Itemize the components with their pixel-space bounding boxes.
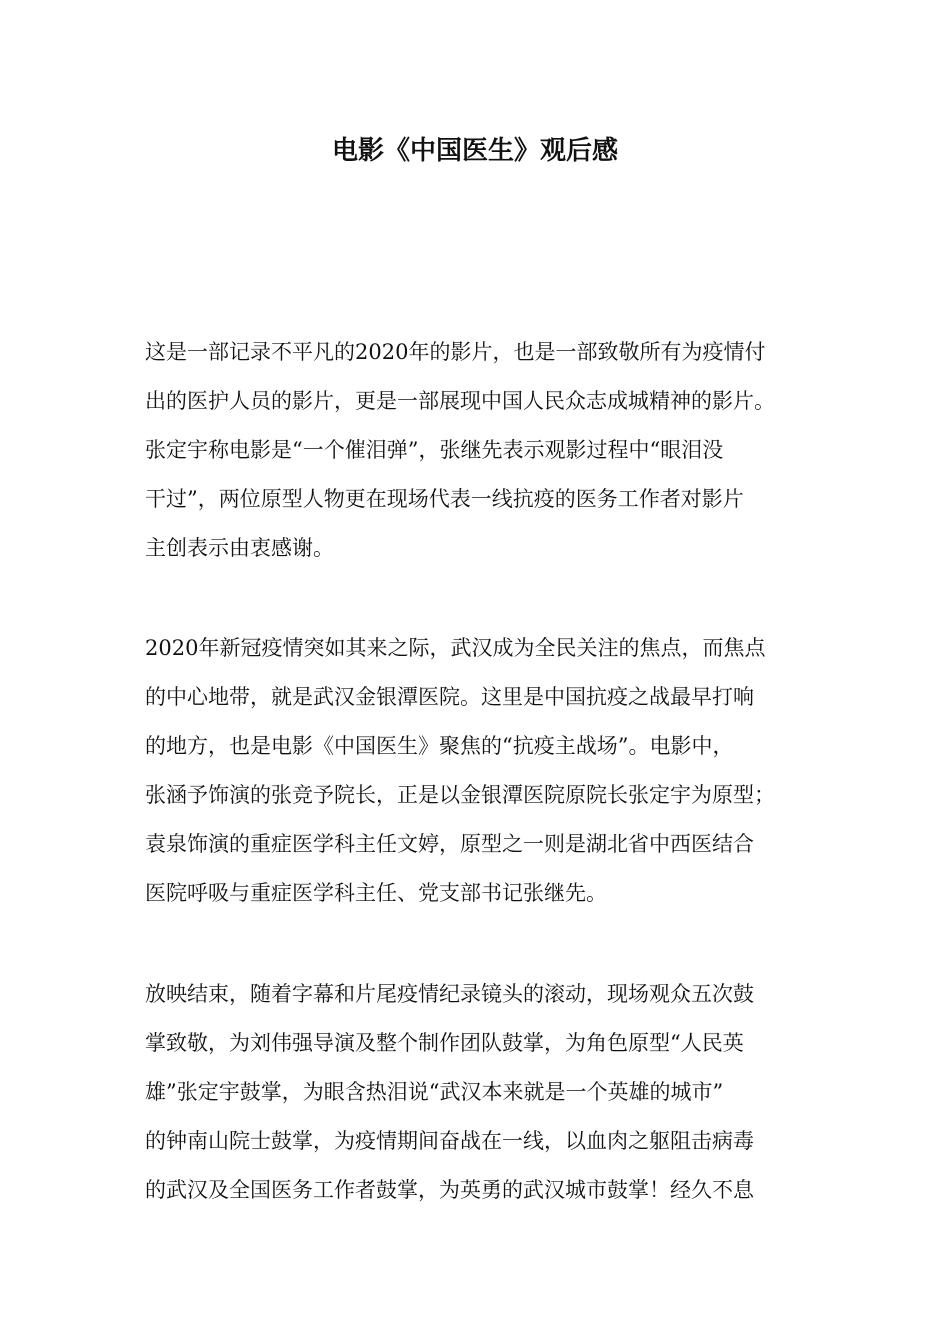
paragraph-line: 张定宇称电影是“一个催泪弹”，张继先表示观影过程中“眼泪没 [145,438,724,462]
paragraph-line: 袁泉饰演的重症医学科主任文婷，原型之一则是湖北省中西医结合 [145,832,754,856]
paragraph-line: 放映结束，随着字幕和片尾疫情纪录镜头的滚动，现场观众五次鼓 [145,982,754,1006]
paragraph-line: 雄”张定宇鼓掌，为眼含热泪说“武汉本来就是一个英雄的城市” [145,1080,724,1104]
paragraph-line: 的武汉及全国医务工作者鼓掌，为英勇的武汉城市鼓掌！经久不息 [145,1178,754,1202]
paragraph-line: 2020年新冠疫情突如其来之际，武汉成为全民关注的焦点，而焦点 [145,636,766,660]
paragraph-2 [145,624,810,918]
paragraph-line: 的地方，也是电影《中国医生》聚焦的“抗疫主战场”。电影中， [145,734,734,758]
paragraph-line: 医院呼吸与重症医学科主任、党支部书记张继先。 [145,881,607,905]
paragraph-line: 干过”，两位原型人物更在现场代表一线抗疫的医务工作者对影片 [145,487,744,511]
paragraph-line: 这是一部记录不平凡的2020年的影片，也是一部致敬所有为疫情付 [145,340,766,364]
paragraph-line: 的中心地带，就是武汉金银潭医院。这里是中国抗疫之战最早打响 [145,685,754,709]
document-title: 电影《中国医生》观后感 [331,136,618,166]
paragraph-line: 张涵予饰演的张竞予院长，正是以金银潭医院原院长张定宇为原型； [145,783,775,807]
paragraph-line: 出的医护人员的影片，更是一部展现中国人民众志成城精神的影片。 [145,389,775,413]
paragraph-line: 的钟南山院士鼓掌，为疫情期间奋战在一线，以血肉之躯阻击病毒 [145,1129,754,1153]
paragraph-line: 掌致敬，为刘伟强导演及整个制作团队鼓掌，为角色原型“人民英 [145,1031,744,1055]
paragraph-3 [145,970,810,1215]
paragraph-line: 主创表示由衷感谢。 [145,536,334,560]
paragraph-1 [145,328,810,573]
